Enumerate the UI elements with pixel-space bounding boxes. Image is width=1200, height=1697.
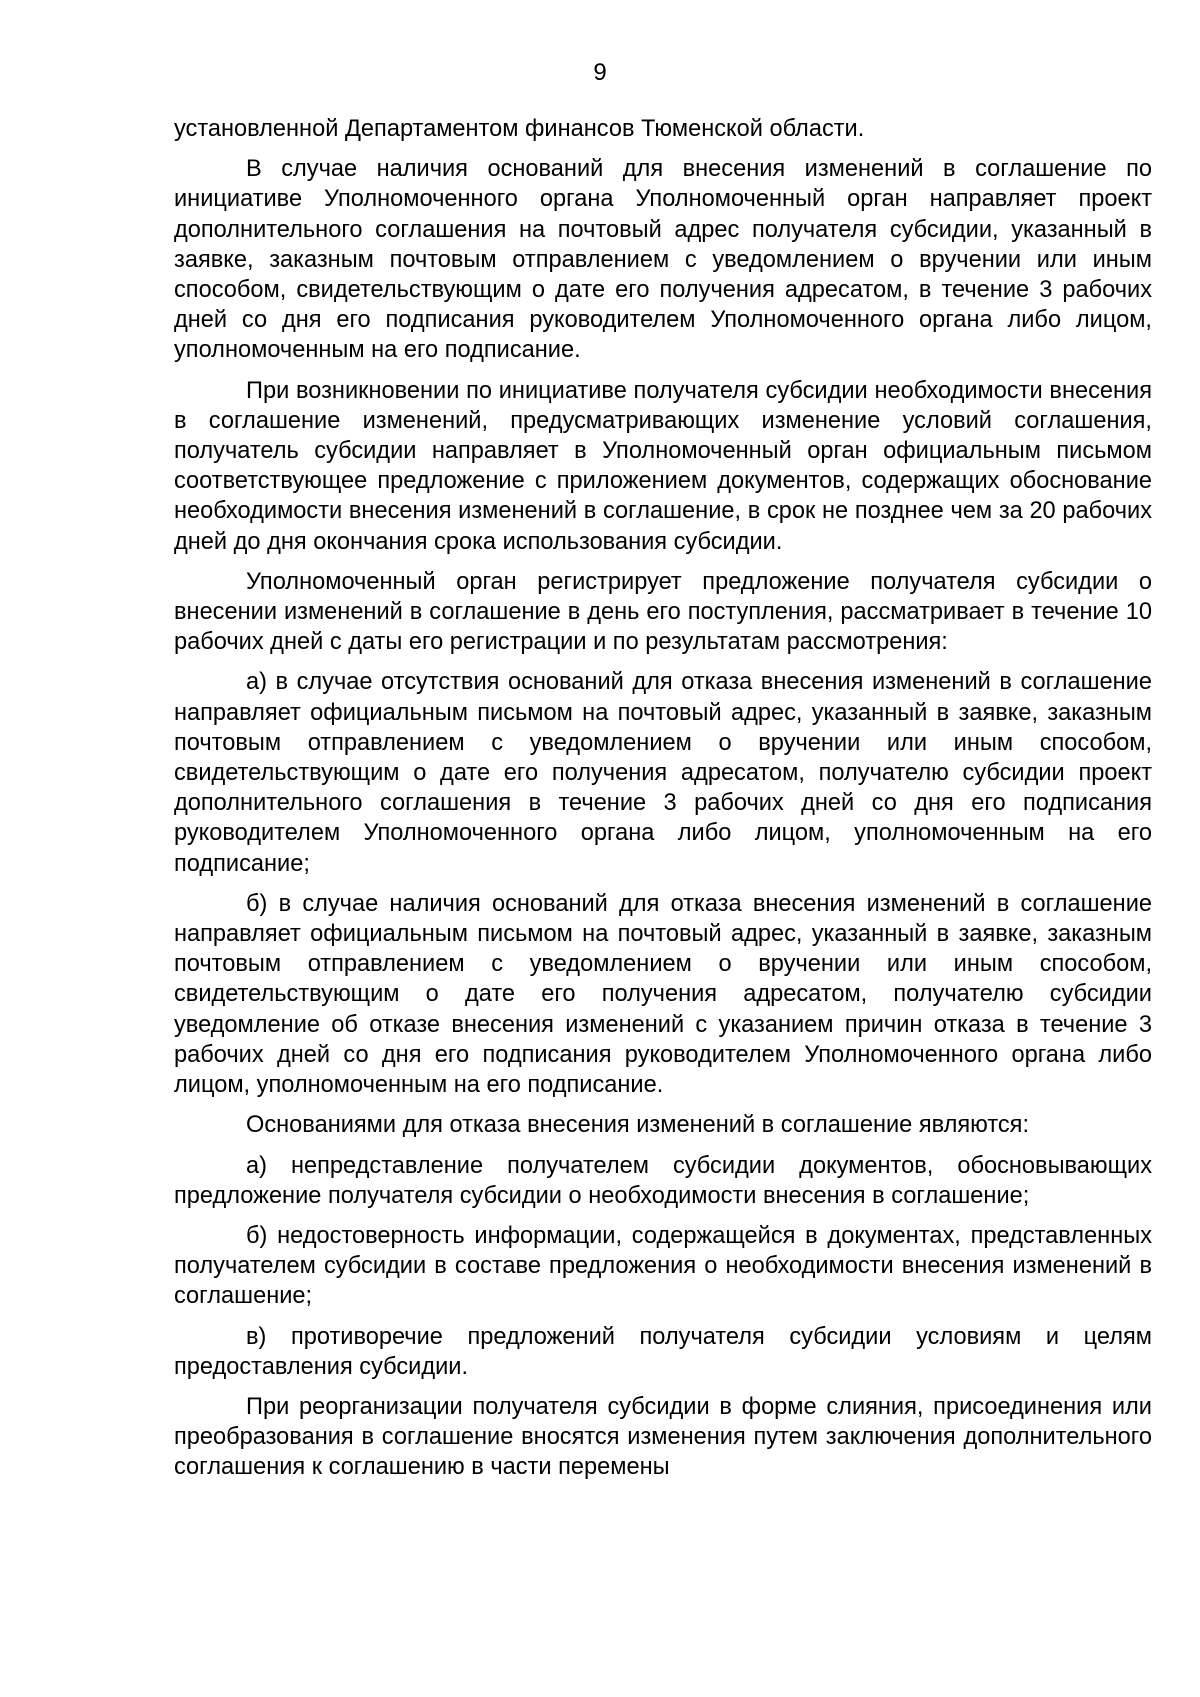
- paragraph-refusal-ground-c: в) противоречие предложений получателя субсидии условиям и целям предоставления субсидии.: [174, 1323, 1152, 1380]
- paragraph-refusal-ground-b: б) недостоверность информации, содержащейся в документах, представленных получателем субсидии в составе предложения о необходимости внесения изменений в соглашение;: [174, 1222, 1152, 1310]
- paragraph-authority-initiative: В случае наличия оснований для внесения изменений в соглашение по инициативе Уполномоченного органа Уполномоченный орган направляет проект дополнительного соглашения на почтовый адрес получателя субсидии, указанный в заявке, заказным почтовым отправлением с уведомлением о вручении или иным способом, свидетельствующим о дате его получения адресатом, в течение 3 рабочих дней со дня его подписания руководителем Уполномоченного органа либо лицом, уполномоченным на его подписание.: [174, 156, 1152, 364]
- paragraph-refusal-grounds-heading: Основаниями для отказа внесения изменений в соглашение являются:: [246, 1112, 1030, 1139]
- paragraph-recipient-initiative: При возникновении по инициативе получателя субсидии необходимости внесения в соглашение изменений, предусматривающих изменение условий соглашения, получатель субсидии направляет в Уполномоченный орган официальным письмом соответствующее предложение с приложением документов, содержащих обоснование необходимости внесения изменений в соглашение, в срок не позднее чем за 20 рабочих дней до дня окончания срока использования субсидии.: [174, 377, 1152, 555]
- paragraph-refusal-ground-a: а) непредставление получателем субсидии документов, обосновывающих предложение получателя субсидии о необходимости внесения в соглашение;: [174, 1152, 1152, 1209]
- paragraph-item-b-grounds: б) в случае наличия оснований для отказа внесения изменений в соглашение направляет официальным письмом на почтовый адрес, указанный в заявке, заказным почтовым отправлением с уведомлением о вручении или иным способом, свидетельствующим о дате его получения адресатом, получателю субсидии уведомление об отказе внесения изменений с указанием причин отказа в течение 3 рабочих дней со дня его подписания руководителем Уполномоченного органа либо лицом, уполномоченным на его подписание.: [174, 890, 1152, 1099]
- document-body: [174, 114, 1152, 1493]
- paragraph-continuation: установленной Департаментом финансов Тюменской области.: [174, 116, 865, 142]
- paragraph-registration: Уполномоченный орган регистрирует предложение получателя субсидии о внесении изменений в соглашение в день его поступления, рассматривает в течение 10 рабочих дней с даты его регистрации и по результатам рассмотрения:: [174, 568, 1152, 656]
- paragraph-item-a-no-grounds: а) в случае отсутствия оснований для отказа внесения изменений в соглашение направляет официальным письмом на почтовый адрес, указанный в заявке, заказным почтовым отправлением с уведомлением о вручении или иным способом, свидетельствующим о дате его получения адресатом, получателю субсидии проект дополнительного соглашения в течение 3 рабочих дней со дня его подписания руководителем Уполномоченного органа либо лицом, уполномоченным на его подписание;: [174, 669, 1152, 877]
- paragraph-reorganization: При реорганизации получателя субсидии в форме слияния, присоединения или преобразования в соглашение вносятся изменения путем заключения дополнительного соглашения к соглашению в части перемены: [174, 1393, 1152, 1481]
- page-number: 9: [593, 59, 607, 86]
